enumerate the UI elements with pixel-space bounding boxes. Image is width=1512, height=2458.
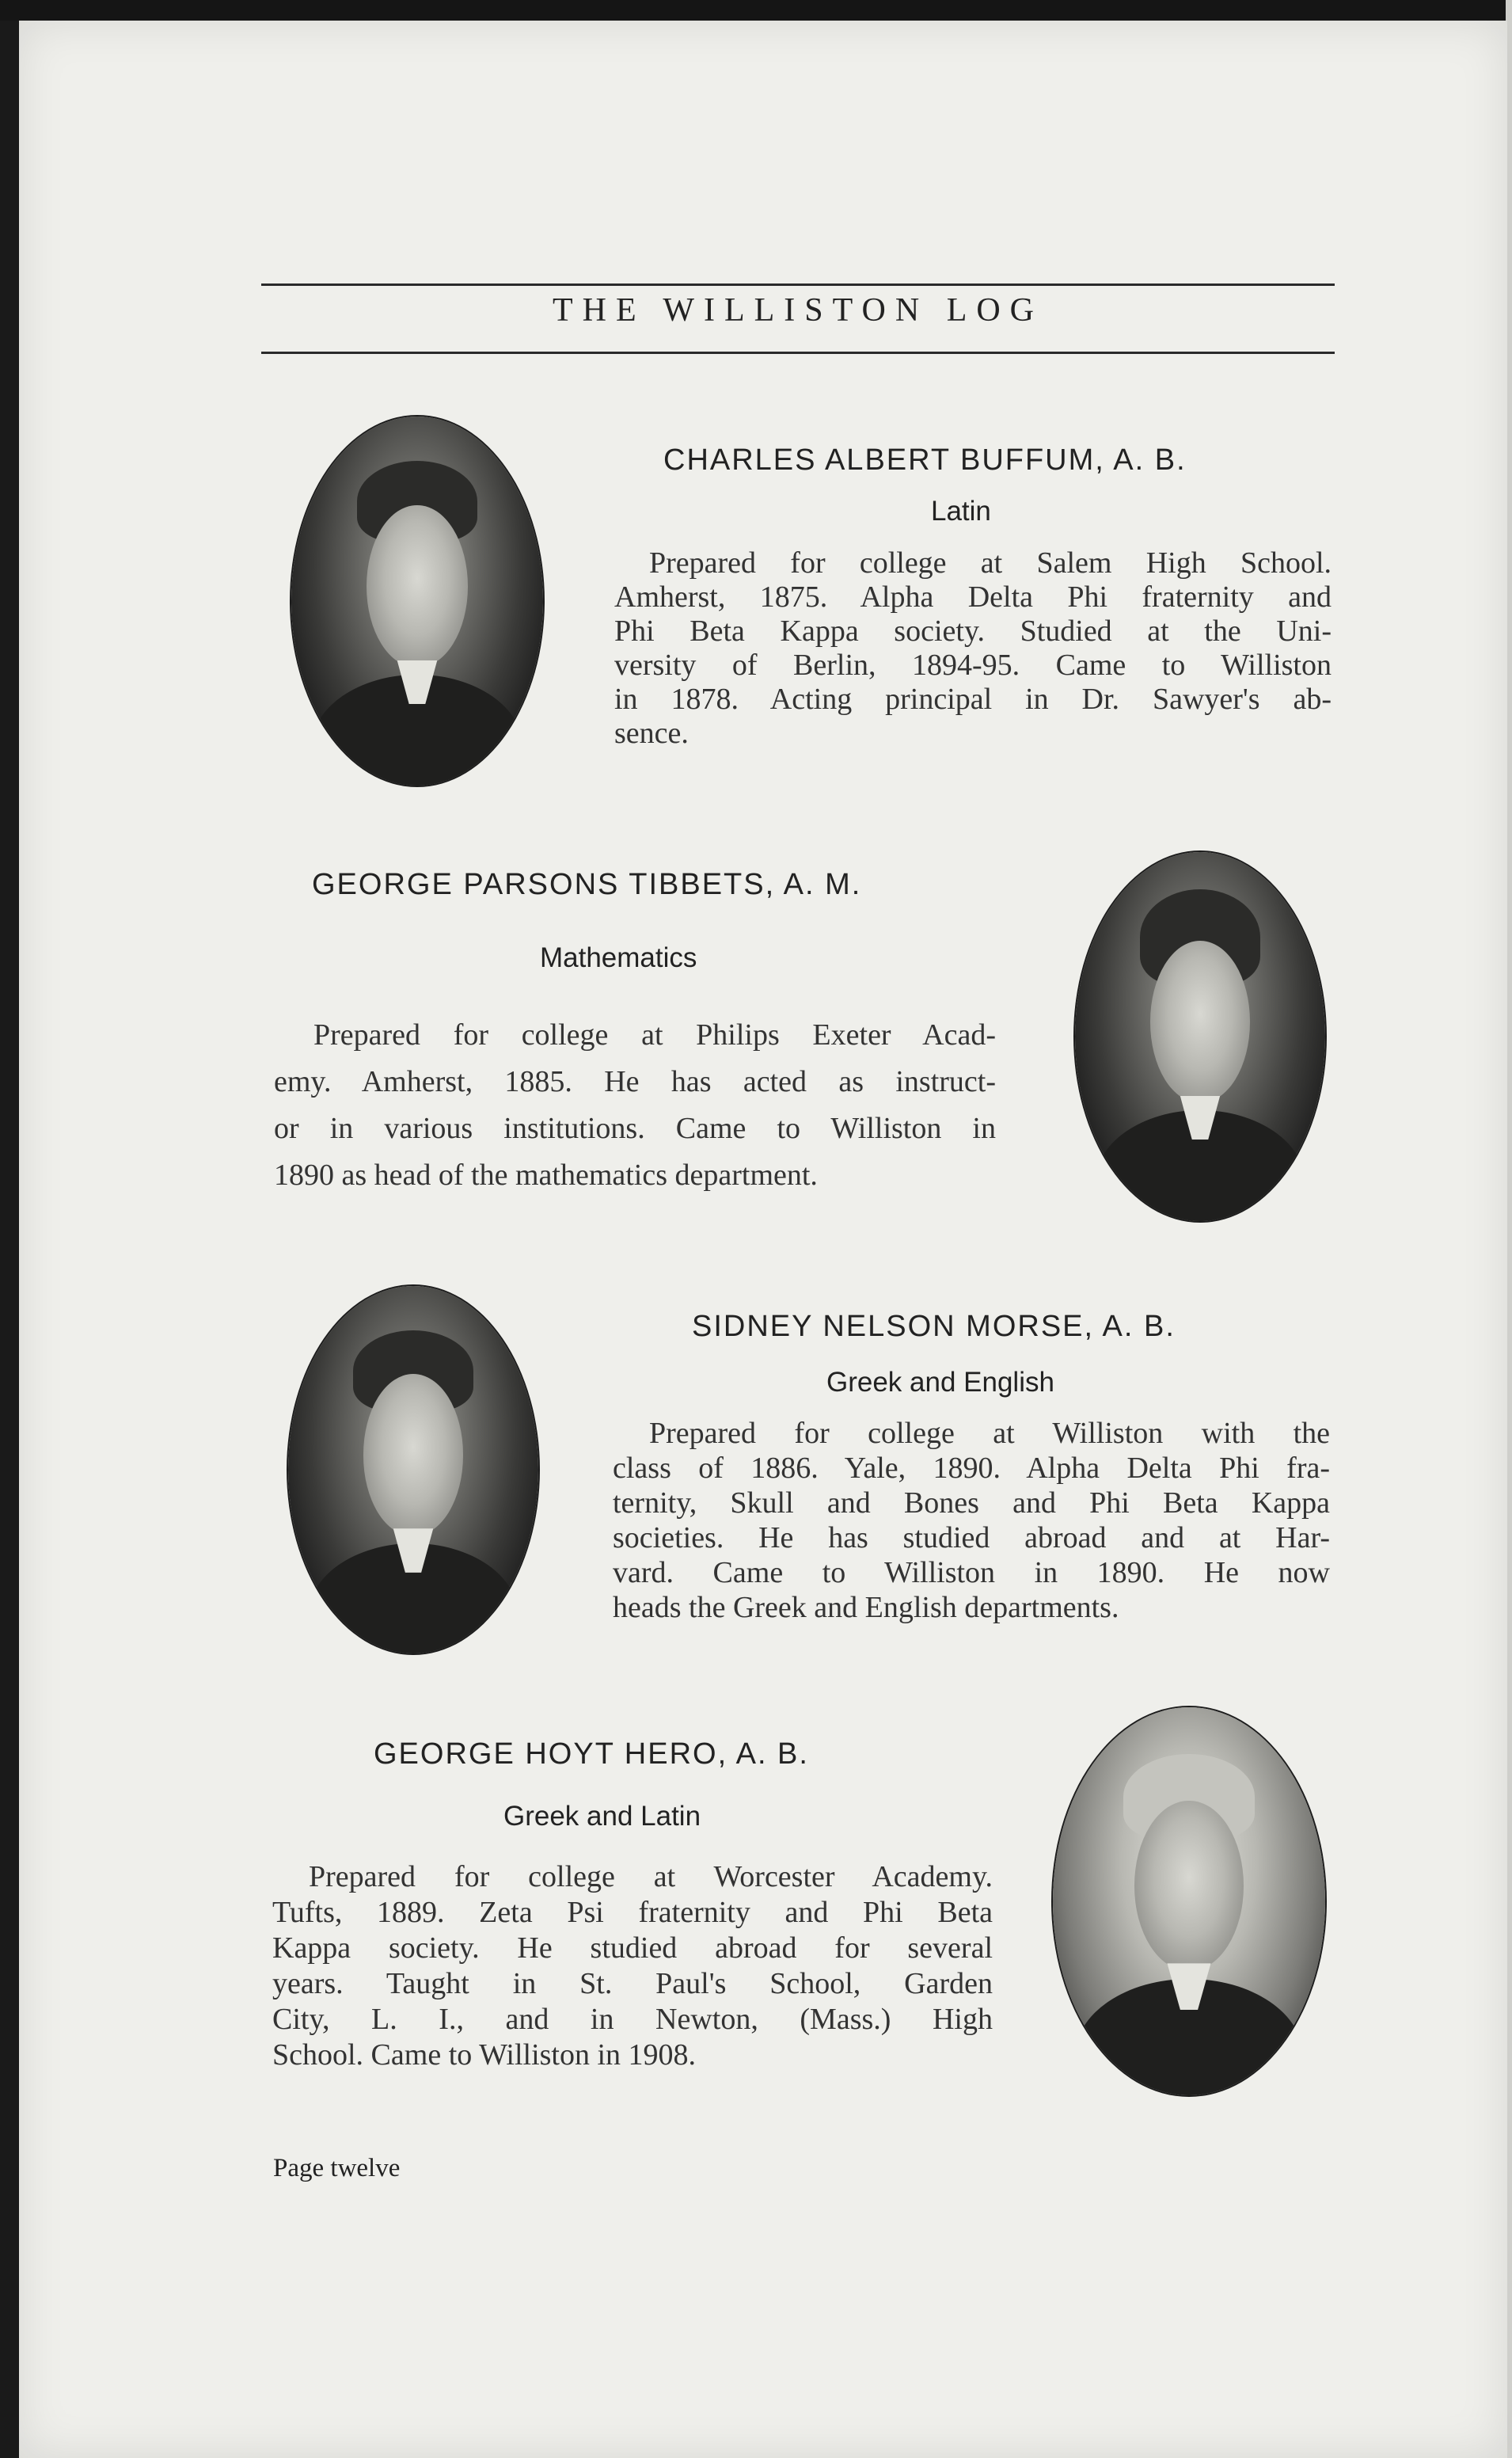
bio-line: years. Taught in St. Paul's School, Garden (272, 1967, 993, 2000)
bio-line: in 1878. Acting principal in Dr. Sawyer's ab- (614, 683, 1332, 716)
page-number-label: Page twelve (273, 2154, 401, 2182)
bio-line: Kappa society. He studied abroad for several (272, 1931, 993, 1965)
entry-name-tibbets: GEORGE PARSONS TIBBETS, A. M. (312, 868, 862, 901)
bio-line: heads the Greek and English departments. (613, 1591, 1119, 1624)
scan-top-border (0, 0, 1512, 21)
bio-line: Prepared for college at Williston with the (649, 1417, 1330, 1450)
page-header-title: THE WILLISTON LOG (552, 292, 1044, 329)
bio-line: or in various institutions. Came to Williston in (274, 1112, 996, 1145)
entry-subject-tibbets: Mathematics (540, 942, 697, 973)
bio-line: emy. Amherst, 1885. He has acted as instruct- (274, 1065, 996, 1098)
header-rule-top (261, 283, 1335, 286)
entry-name-buffum: CHARLES ALBERT BUFFUM, A. B. (663, 443, 1187, 477)
bio-line: societies. He has studied abroad and at Har- (613, 1521, 1330, 1554)
bio-line: Phi Beta Kappa society. Studied at the Uni- (614, 614, 1332, 648)
portrait-photo-hero (1053, 1707, 1325, 2095)
entry-subject-buffum: Latin (931, 496, 991, 527)
portrait-photo-buffum (291, 417, 543, 786)
bio-line: versity of Berlin, 1894-95. Came to Williston (614, 649, 1332, 682)
bio-line: City, L. I., and in Newton, (Mass.) High (272, 2003, 993, 2036)
entry-name-morse: SIDNEY NELSON MORSE, A. B. (692, 1310, 1176, 1343)
entry-bio-morse (613, 1416, 1330, 1625)
bio-line: 1890 as head of the mathematics department. (274, 1159, 818, 1192)
entry-bio-tibbets (274, 1012, 996, 1199)
bio-line: vard. Came to Williston in 1890. He now (613, 1556, 1330, 1589)
bio-line: Prepared for college at Philips Exeter Acad- (313, 1018, 996, 1052)
bio-line: School. Came to Williston in 1908. (272, 2038, 697, 2072)
entry-bio-hero (272, 1859, 993, 2073)
bio-line: Prepared for college at Worcester Academy. (309, 1860, 993, 1893)
portrait-photo-tibbets (1075, 852, 1325, 1221)
portrait-photo-morse (288, 1286, 538, 1653)
entry-name-hero: GEORGE HOYT HERO, A. B. (374, 1737, 809, 1771)
header-rule-bottom (261, 352, 1335, 354)
bio-line: sence. (614, 717, 689, 750)
bio-line: Amherst, 1875. Alpha Delta Phi fraternity and (614, 580, 1332, 614)
entry-subject-morse: Greek and English (826, 1367, 1054, 1398)
bio-line: ternity, Skull and Bones and Phi Beta Kappa (613, 1486, 1330, 1520)
entry-bio-buffum (614, 546, 1332, 751)
entry-subject-hero: Greek and Latin (503, 1801, 701, 1832)
bio-line: class of 1886. Yale, 1890. Alpha Delta Phi fra- (613, 1452, 1330, 1485)
bio-line: Prepared for college at Salem High School. (649, 546, 1332, 580)
bio-line: Tufts, 1889. Zeta Psi fraternity and Phi Beta (272, 1896, 993, 1929)
